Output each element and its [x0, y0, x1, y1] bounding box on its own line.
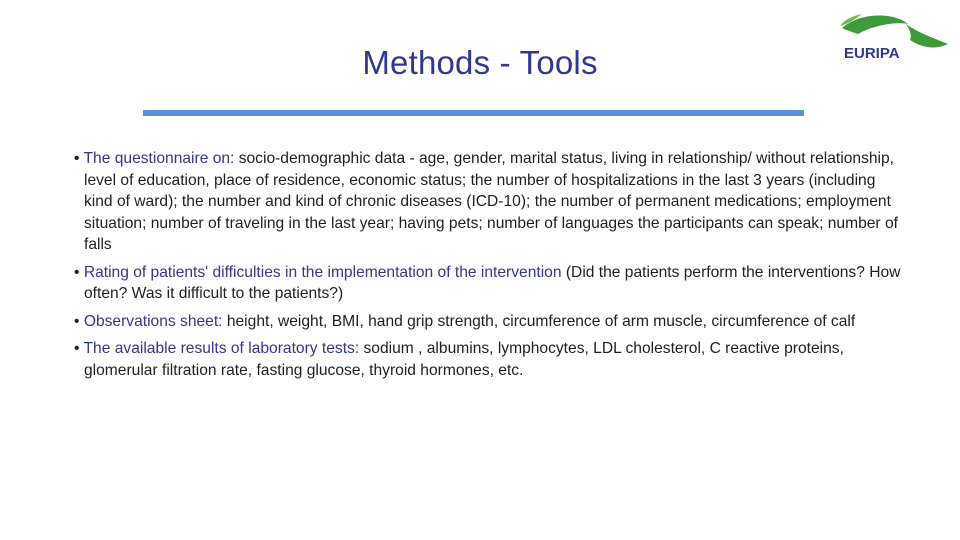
- item-text: height, weight, BMI, hand grip strength, circumference of arm muscle, circumference of calf: [222, 312, 856, 330]
- item-text: (Did the patients perform the interventions? How often? Was it difficult to the patients?): [84, 263, 901, 302]
- item-text: socio-demographic data - age, gender, marital status, living in relationship/ without relationship, level of education, place of residence, economic status; the number of hospitalizations in the last 3 years (including kind of ward); the number and kind of chronic diseases (ICD-10); the number of permanent medications; employment situation; number of traveling in the last year; having pets; number of languages the participants can speak; number of falls: [84, 150, 898, 253]
- bullet-list: [74, 148, 904, 387]
- slide-title: Methods - Tools: [362, 44, 598, 81]
- bullet-marker: •: [74, 340, 80, 357]
- leaf-icon: [836, 10, 950, 74]
- list-item: [74, 262, 904, 305]
- logo-text: EURIPA: [844, 45, 900, 62]
- bullet-marker: •: [74, 312, 80, 330]
- list-item: [74, 338, 904, 381]
- item-label: The available results of laboratory tests:: [83, 340, 360, 357]
- title-underline: [143, 110, 804, 116]
- item-label: The questionnaire on:: [83, 150, 235, 167]
- item-label: Observations sheet:: [83, 312, 223, 330]
- list-item: [74, 311, 904, 333]
- bullet-marker: •: [74, 263, 80, 281]
- item-label: Rating of patients' difficulties in the implementation of the intervention: [83, 263, 562, 281]
- bullet-marker: •: [74, 150, 80, 167]
- list-item: [74, 148, 904, 256]
- item-text: sodium , albumins, lymphocytes, LDL cholesterol, C reactive proteins, glomerular filtration rate, fasting glucose, thyroid hormones, etc.: [84, 340, 844, 379]
- euripa-logo: [836, 10, 950, 74]
